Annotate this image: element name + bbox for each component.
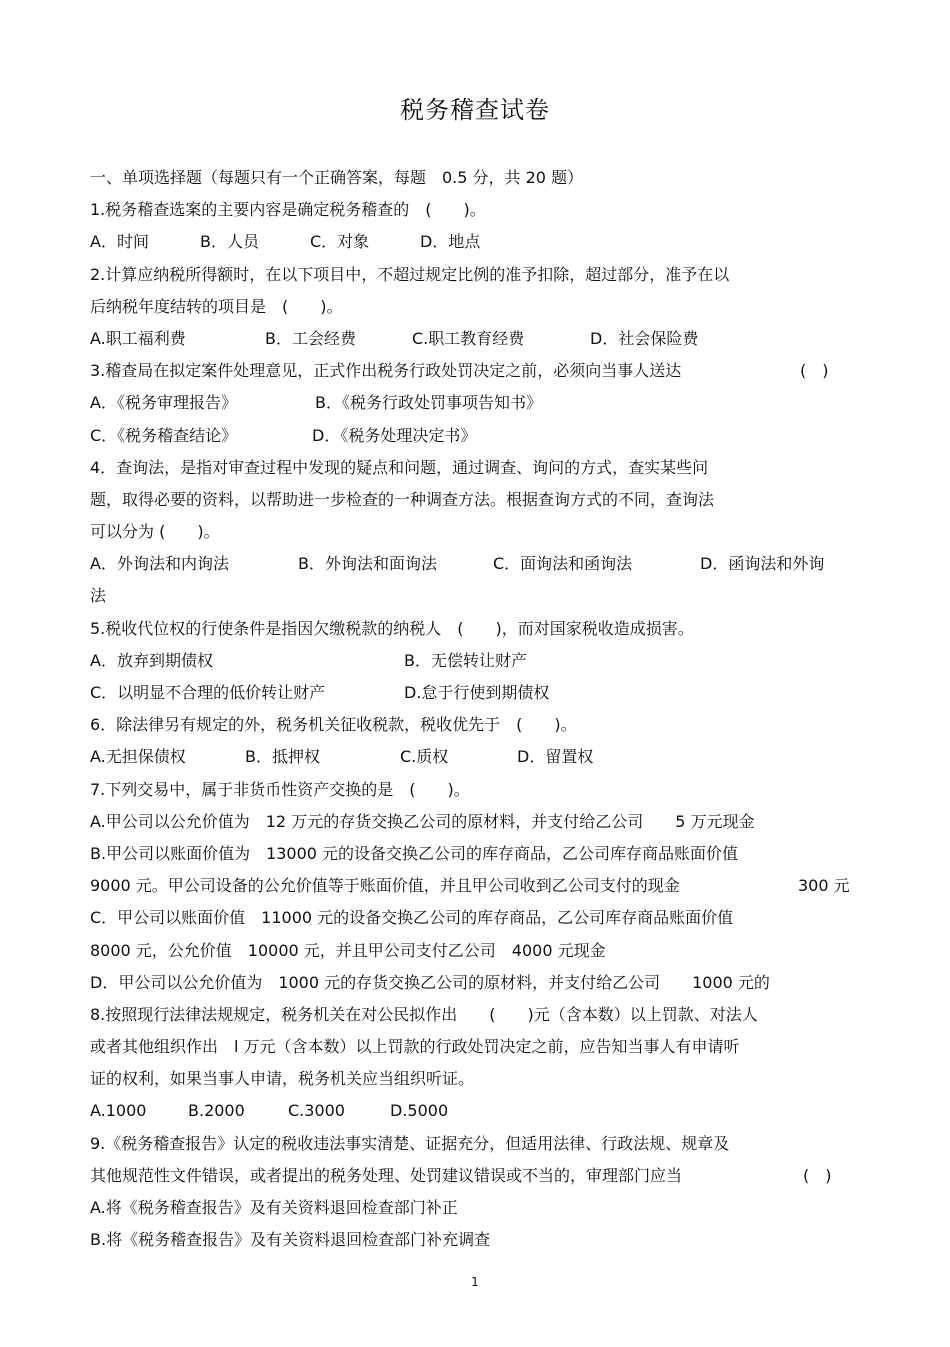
text-line (90, 194, 870, 226)
line-text: 后纳税年度结转的项目是 ( )。 (90, 296, 343, 316)
option-text: B．《税务行政处罚事项告知书》 (315, 393, 542, 413)
option-text: D．《税务处理决定书》 (312, 425, 477, 445)
line-text: A.甲公司以公允价值为 12 万元的存货交换乙公司的原材料，并支付给乙公司 5 万元现金 (90, 811, 755, 831)
option-text: D.5000 (390, 1101, 449, 1121)
line-text: 一、单项选择题（每题只有一个正确答案，每题 0.5 分，共 20 题） (90, 168, 584, 187)
text-line (90, 967, 870, 999)
line-text: C．甲公司以账面价值 11000 元的设备交换乙公司的库存商品，乙公司库存商品账面价值 (90, 908, 734, 928)
line-text: A.将《税务稽查报告》及有关资料退回检查部门补正 (90, 1198, 458, 1217)
exam-body (90, 162, 870, 1256)
text-line (90, 323, 870, 355)
text-line (90, 1031, 870, 1063)
line-text: 5.税收代位权的行使条件是指因欠缴税款的纳税人 ( )，而对国家税收造成损害。 (90, 618, 694, 638)
option-text: A.无担保债权 (90, 747, 186, 767)
text-line (90, 709, 870, 741)
line-text: 可以分为 ( )。 (90, 522, 220, 542)
page-number: 1 (471, 1275, 479, 1289)
line-text: 2.计算应纳税所得额时，在以下项目中，不超过规定比例的准予扣除，超过部分，准予在以 (90, 264, 730, 284)
text-line (90, 291, 870, 323)
text-line (90, 548, 870, 580)
option-text: D．函询法和外询 (700, 554, 825, 574)
text-line (90, 677, 870, 709)
line-text: 证的权利，如果当事人申请，税务机关应当组织听证。 (90, 1069, 475, 1089)
line-text: 9.《税务稽查报告》认定的税收违法事实清楚、证据充分，但适用法律、行政法规、规章及 (90, 1133, 730, 1153)
option-text: A．放弃到期债权 (90, 650, 213, 670)
text-line (90, 774, 870, 806)
text-line (90, 613, 870, 645)
line-text: 或者其他组织作出 l 万元（含本数）以上罚款的行政处罚决定之前，应告知当事人有申请听 (90, 1037, 740, 1057)
text-line (90, 580, 870, 612)
option-text: A.1000 (90, 1101, 147, 1121)
text-line (90, 1160, 870, 1192)
option-text: C．面询法和函询法 (493, 554, 633, 574)
option-text: C．以明显不合理的低价转让财产 (90, 683, 326, 702)
text-line (90, 1095, 870, 1127)
option-text: B．无偿转让财产 (404, 650, 527, 670)
option-text: B．人员 (200, 232, 259, 252)
option-text: D．留置权 (517, 747, 594, 767)
text-line (90, 162, 870, 194)
option-text: A.职工福利费 (90, 328, 186, 348)
line-text: 8.按照现行法律法规规定，税务机关在对公民拟作出 ( )元（含本数）以上罚款、对法人 (90, 1004, 758, 1024)
option-text: B．工会经费 (265, 328, 356, 348)
line-text: 法 (90, 586, 107, 606)
text-line (90, 452, 870, 484)
line-text: 1.税务稽查选案的主要内容是确定税务稽查的 ( )。 (90, 200, 486, 220)
text-line (90, 516, 870, 548)
line-text: D．甲公司以公允价值为 1000 元的存货交换乙公司的原材料，并支付给乙公司 1000 元的 (90, 972, 770, 992)
text-line (90, 387, 870, 419)
line-text: B.甲公司以账面价值为 13000 元的设备交换乙公司的库存商品，乙公司库存商品账面价值 (90, 843, 739, 863)
text-line (90, 902, 870, 934)
option-text: D.怠于行使到期债权 (404, 683, 550, 702)
option-text: C．《税务稽查结论》 (90, 425, 238, 445)
option-text: 3.稽查局在拟定案件处理意见，正式作出税务行政处罚决定之前，必须向当事人送达 (90, 361, 682, 381)
page-title: 税务稽查试卷 (400, 96, 550, 124)
text-line (90, 870, 870, 902)
option-text: B.2000 (188, 1101, 245, 1121)
text-line (90, 838, 870, 870)
text-line (90, 645, 870, 677)
text-line (90, 259, 870, 291)
text-line (90, 226, 870, 258)
line-text: 4．查询法，是指对审查过程中发现的疑点和问题，通过调查、询问的方式，查实某些问 (90, 457, 709, 477)
option-text: C.职工教育经费 (412, 328, 525, 348)
option-text: 9000 元。甲公司设备的公允价值等于账面价值，并且甲公司收到乙公司支付的现金 (90, 876, 680, 896)
option-text: B．抵押权 (245, 747, 320, 767)
line-text: 7.下列交易中，属于非货币性资产交换的是 ( )。 (90, 779, 470, 799)
option-text: ( ) (800, 361, 829, 381)
option-text: C.质权 (400, 747, 449, 767)
text-line (90, 806, 870, 838)
option-text: B．外询法和面询法 (298, 554, 437, 574)
option-text: D．地点 (420, 232, 481, 252)
option-text: D．社会保险费 (590, 328, 699, 348)
option-text: 其他规范性文件错误，或者提出的税务处理、处罚建议错误或不当的，审理部门应当 (90, 1165, 683, 1185)
option-text: C．对象 (310, 232, 370, 252)
option-text: A．《税务审理报告》 (90, 393, 237, 413)
line-text: B.将《税务稽查报告》及有关资料退回检查部门补充调查 (90, 1230, 491, 1250)
text-line (90, 1128, 870, 1160)
line-text: 6．除法律另有规定的外，税务机关征收税款，税收优先于 ( )。 (90, 715, 577, 735)
text-line (90, 420, 870, 452)
text-line (90, 355, 870, 387)
line-text: 题，取得必要的资料，以帮助进一步检查的一种调查方法。根据查询方式的不同，查询法 (90, 489, 715, 509)
text-line (90, 1063, 870, 1095)
text-line (90, 935, 870, 967)
line-text: 8000 元，公允价值 10000 元，并且甲公司支付乙公司 4000 元现金 (90, 940, 606, 960)
option-text: ( ) (803, 1165, 832, 1185)
text-line (90, 484, 870, 516)
option-text: A．时间 (90, 232, 149, 252)
text-line (90, 1224, 870, 1256)
option-text: 300 元 (798, 876, 850, 896)
text-line (90, 741, 870, 773)
option-text: C.3000 (288, 1101, 345, 1121)
text-line (90, 1192, 870, 1224)
option-text: A．外询法和内询法 (90, 554, 229, 574)
text-line (90, 999, 870, 1031)
